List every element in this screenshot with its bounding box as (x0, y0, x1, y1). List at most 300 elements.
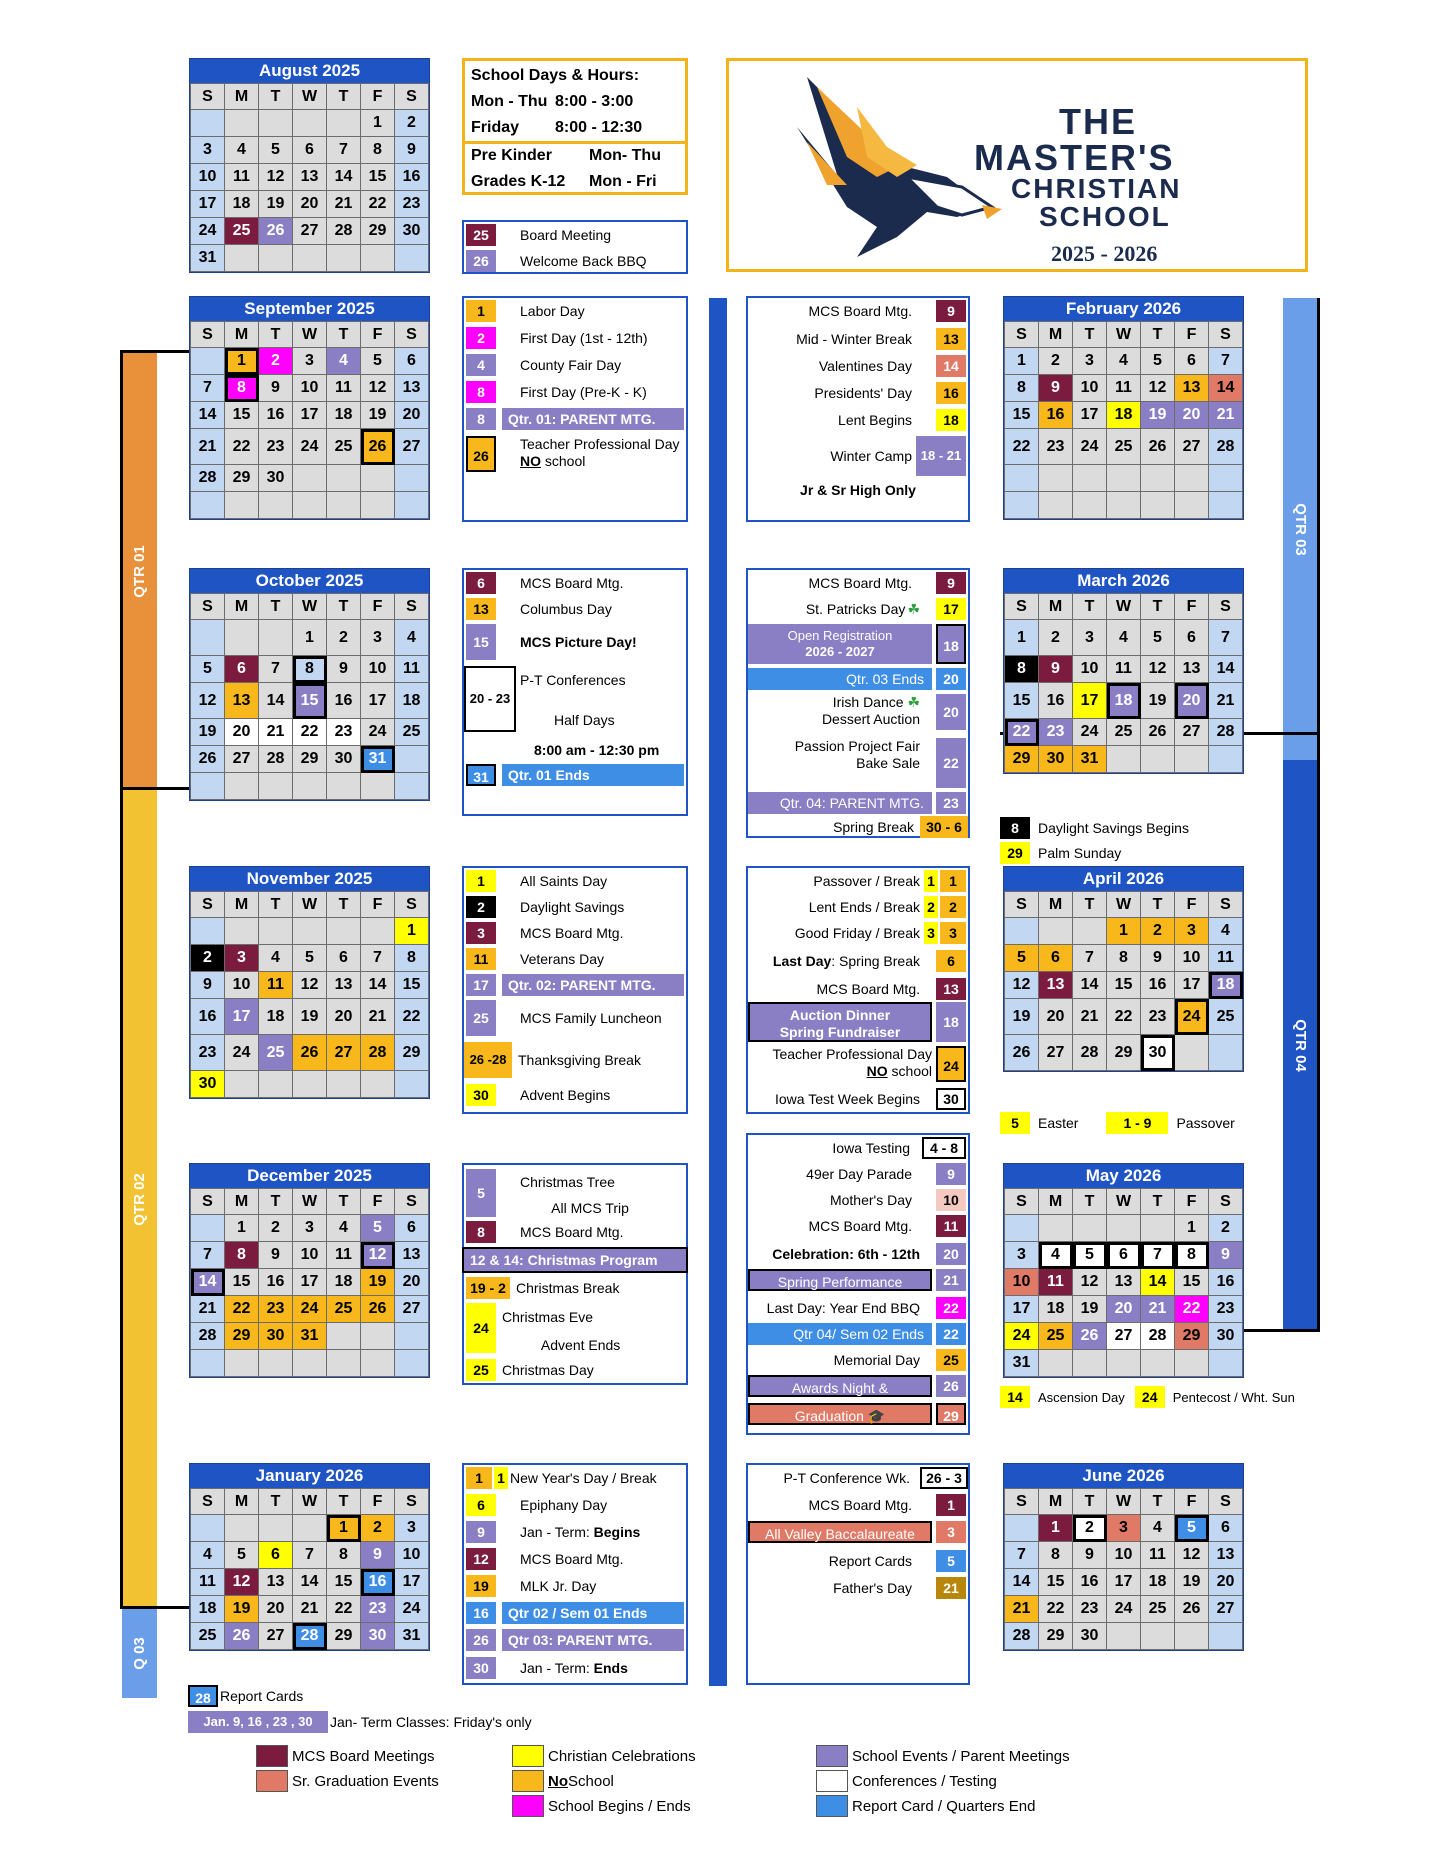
day-cell: 29 (1107, 1035, 1141, 1071)
day-cell: 19 (191, 719, 225, 746)
day-cell: 6 (327, 945, 361, 972)
weekday-header: M (225, 322, 259, 348)
day-cell: 24 (293, 1296, 327, 1323)
day-cell: 3 (1073, 620, 1107, 656)
empty-cell (191, 1350, 225, 1377)
day-cell: 8 (1039, 1542, 1073, 1569)
event-tag: 18 (936, 624, 966, 664)
day-cell: 24 (293, 429, 327, 465)
day-cell: 5 (361, 1215, 395, 1242)
day-cell: 7 (259, 656, 293, 683)
day-cell: 15 (361, 164, 395, 191)
weekday-header: M (225, 84, 259, 110)
day-cell: 12 (1073, 1269, 1107, 1296)
empty-cell (361, 1323, 395, 1350)
day-cell: 18 (327, 402, 361, 429)
day-cell: 16 (259, 1269, 293, 1296)
day-cell: 3 (293, 1215, 327, 1242)
event-tag: 15 (466, 624, 496, 660)
event-label: First Day (1st - 12th) (520, 330, 648, 346)
event-tag-2: 1 (940, 870, 966, 892)
event-label: Mid - Winter Break (796, 331, 912, 347)
day-cell: 30 (361, 1623, 395, 1650)
event-tag: 20 (936, 1243, 966, 1265)
dec-events (462, 1163, 688, 1385)
day-cell: 8 (1175, 1242, 1209, 1269)
day-cell: 28 (259, 746, 293, 773)
empty-cell (1141, 492, 1175, 519)
qtr03-bar: QTR 03 (1283, 298, 1318, 760)
day-cell: 20 (327, 999, 361, 1035)
event-tag: 9 (466, 1521, 496, 1543)
oct-events (462, 568, 688, 816)
event-tag: 14 (936, 355, 966, 377)
day-cell: 19 (361, 402, 395, 429)
day-cell: 17 (1175, 972, 1209, 999)
weekday-header: F (1175, 892, 1209, 918)
day-cell: 4 (1039, 1242, 1073, 1269)
event-label: County Fair Day (520, 357, 622, 373)
day-cell: 4 (1141, 1515, 1175, 1542)
day-cell: 3 (1107, 1515, 1141, 1542)
day-cell: 10 (1175, 945, 1209, 972)
weekday-header: T (1073, 1489, 1107, 1515)
day-cell: 24 (1073, 719, 1107, 746)
day-cell: 18 (1209, 972, 1243, 999)
event-tag: 17 (936, 598, 966, 620)
day-cell: 16 (1141, 972, 1175, 999)
hours-title: School Days & Hours: (471, 67, 640, 84)
day-cell: 20 (395, 402, 429, 429)
day-cell: 27 (225, 746, 259, 773)
event-tag: 29 (936, 1403, 966, 1425)
event-tag: 20 - 23 (464, 666, 516, 732)
day-cell: 20 (1175, 402, 1209, 429)
day-cell: 1 (327, 1515, 361, 1542)
day-cell: 7 (1209, 620, 1243, 656)
hours-box (462, 58, 688, 195)
day-cell: 16 (259, 402, 293, 429)
day-cell: 24 (1175, 999, 1209, 1035)
graduation-cap-icon: 🎓 (867, 1408, 886, 1424)
calendar-oct (189, 568, 430, 801)
empty-cell (1073, 1350, 1107, 1377)
empty-cell (225, 1071, 259, 1098)
day-cell: 30 (395, 218, 429, 245)
weekday-header: S (1209, 1489, 1243, 1515)
weekday-header: T (327, 1189, 361, 1215)
weekday-header: T (1073, 1189, 1107, 1215)
event-label: Welcome Back BBQ (520, 253, 647, 269)
day-cell: 6 (293, 137, 327, 164)
day-cell: 23 (361, 1596, 395, 1623)
weekday-header: T (259, 594, 293, 620)
logo-panel (726, 58, 1308, 272)
empty-cell (1107, 1350, 1141, 1377)
divider-bar (709, 298, 727, 1686)
day-cell: 6 (1175, 620, 1209, 656)
day-cell: 9 (361, 1542, 395, 1569)
jan-events (462, 1463, 688, 1685)
day-cell: 17 (293, 1269, 327, 1296)
day-cell: 1 (395, 918, 429, 945)
day-cell: 22 (225, 1296, 259, 1323)
day-cell: 29 (327, 1623, 361, 1650)
day-cell: 8 (1005, 656, 1039, 683)
month-title: December 2025 (190, 1164, 429, 1188)
day-cell: 20 (225, 719, 259, 746)
empty-cell (1005, 465, 1039, 492)
event-label: Board Meeting (520, 227, 612, 243)
event-tag: 18 (936, 409, 966, 431)
empty-cell (395, 1350, 429, 1377)
day-cell: 17 (225, 999, 259, 1035)
day-cell: 23 (1209, 1296, 1243, 1323)
day-cell: 5 (225, 1542, 259, 1569)
day-cell: 16 (361, 1569, 395, 1596)
shamrock-icon: ☘ (907, 694, 920, 710)
day-cell: 7 (191, 375, 225, 402)
event-label-2: Dessert Auction (821, 711, 920, 727)
day-cell: 21 (191, 429, 225, 465)
weekday-header: M (225, 892, 259, 918)
legend-grad: Sr. Graduation Events (256, 1770, 439, 1792)
day-cell: 16 (1039, 683, 1073, 719)
event-label: Lent Ends / Break (808, 899, 920, 915)
day-cell: 26 (361, 429, 395, 465)
weekday-header: F (1175, 322, 1209, 348)
month-title: October 2025 (190, 569, 429, 593)
day-cell: 19 (361, 1269, 395, 1296)
legend-begin: School Begins / Ends (512, 1795, 691, 1817)
day-cell: 17 (293, 402, 327, 429)
weekday-header: S (191, 594, 225, 620)
event-label: P-T Conference Wk. (783, 1470, 910, 1486)
event-label: Qtr. 02: PARENT MTG. (502, 974, 684, 996)
event-label: Last Day: Year End BBQ (766, 1300, 920, 1316)
event-tag: 30 (466, 1657, 496, 1679)
weekday-header: W (293, 84, 327, 110)
event-label-bold: NO (520, 453, 541, 469)
day-cell: 22 (1175, 1296, 1209, 1323)
event-tag: 3 (466, 922, 496, 944)
day-cell: 10 (293, 375, 327, 402)
month-title: June 2026 (1004, 1464, 1243, 1488)
weekday-header: T (259, 1489, 293, 1515)
school-year: 2025 - 2026 (1051, 241, 1158, 266)
logo-title-4: SCHOOL (1039, 201, 1171, 232)
calendar-jan (189, 1463, 430, 1651)
event-label: Christmas Eve (502, 1309, 594, 1325)
empty-cell (1107, 492, 1141, 519)
weekday-header: W (1107, 1489, 1141, 1515)
day-cell: 21 (1209, 402, 1243, 429)
event-tag: 6 (466, 572, 496, 594)
day-cell: 27 (293, 218, 327, 245)
day-cell: 12 (361, 375, 395, 402)
day-cell: 14 (191, 1269, 225, 1296)
day-cell: 1 (1175, 1215, 1209, 1242)
day-cell: 28 (191, 465, 225, 492)
event-label: Labor Day (520, 303, 585, 319)
event-label: New Year's Day / Break (510, 1470, 657, 1486)
weekday-header: S (1209, 322, 1243, 348)
day-cell: 20 (1107, 1296, 1141, 1323)
empty-cell (395, 746, 429, 773)
event-label: Passion Project Fair (794, 738, 920, 754)
event-label: All Saints Day (520, 873, 608, 889)
empty-cell (191, 1515, 225, 1542)
note-label: Passover (1176, 1115, 1235, 1131)
empty-cell (1107, 465, 1141, 492)
day-cell: 8 (327, 1542, 361, 1569)
event-label: P-T Conferences (520, 672, 626, 688)
weekday-header: T (1141, 1489, 1175, 1515)
weekday-header: T (327, 322, 361, 348)
day-cell: 7 (1209, 348, 1243, 375)
weekday-header: T (1141, 892, 1175, 918)
day-cell: 11 (395, 656, 429, 683)
note-label: Palm Sunday (1038, 845, 1122, 861)
empty-cell (293, 1515, 327, 1542)
day-cell: 30 (1039, 746, 1073, 773)
day-cell: 5 (1141, 620, 1175, 656)
may-notes (1000, 1386, 1310, 1410)
event-tag: 16 (936, 382, 966, 404)
day-cell: 29 (361, 218, 395, 245)
day-cell: 20 (1175, 683, 1209, 719)
event-label: Qtr 04/ Sem 02 Ends (748, 1323, 932, 1345)
day-cell: 5 (361, 348, 395, 375)
day-cell: 25 (1107, 719, 1141, 746)
event-tag: 26 (466, 1629, 496, 1651)
day-cell: 9 (1039, 656, 1073, 683)
day-cell: 10 (293, 1242, 327, 1269)
note-tag: 5 (1000, 1112, 1030, 1134)
weekday-header: T (259, 84, 293, 110)
legend-board: MCS Board Meetings (256, 1745, 435, 1767)
day-cell: 15 (293, 683, 327, 719)
day-cell: 12 (225, 1569, 259, 1596)
empty-cell (1073, 1215, 1107, 1242)
weekday-header: S (1005, 892, 1039, 918)
event-label: Qtr. 03 Ends (748, 668, 932, 690)
event-label: MCS Board Mtg. (520, 925, 624, 941)
event-tag-2: 2 (940, 896, 966, 918)
day-cell: 28 (1209, 719, 1243, 746)
day-cell: 31 (395, 1623, 429, 1650)
event-tag: 1 (466, 1467, 492, 1489)
qtr03-short-bar: Q 03 (122, 1608, 157, 1698)
day-cell: 10 (1005, 1269, 1039, 1296)
event-label: Jan - Term: (520, 1660, 594, 1676)
day-cell: 19 (1141, 402, 1175, 429)
empty-cell (1141, 746, 1175, 773)
day-cell: 28 (293, 1623, 327, 1650)
empty-cell (1039, 1350, 1073, 1377)
event-tag: 18 - 21 (916, 436, 966, 476)
hours-line3-value: Mon- Thu (589, 147, 661, 164)
empty-cell (191, 1215, 225, 1242)
weekday-header: S (395, 322, 429, 348)
empty-cell (1005, 918, 1039, 945)
note-label: Ascension Day (1038, 1389, 1125, 1405)
note-label: Easter (1038, 1115, 1079, 1131)
event-label: MCS Board Mtg. (816, 981, 920, 997)
qtr02-bar: QTR 02 (122, 790, 157, 1608)
empty-cell (1039, 492, 1073, 519)
event-label: Thanksgiving Break (518, 1052, 641, 1068)
event-label: Jr & Sr High Only (800, 482, 916, 498)
event-label: Iowa Testing (832, 1140, 910, 1156)
event-label: Christmas Day (502, 1362, 594, 1378)
day-cell: 20 (1209, 1569, 1243, 1596)
logo-title-1: THE (1059, 101, 1137, 142)
day-cell: 19 (293, 999, 327, 1035)
day-cell: 5 (1005, 945, 1039, 972)
day-cell: 2 (361, 1515, 395, 1542)
event-tag: 2 (924, 896, 938, 918)
day-cell: 5 (293, 945, 327, 972)
empty-cell (1039, 1215, 1073, 1242)
day-cell: 30 (327, 746, 361, 773)
event-label: 49er Day Parade (806, 1166, 912, 1182)
event-label: Teacher Professional Day (772, 1046, 932, 1062)
day-cell: 19 (1141, 683, 1175, 719)
day-cell: 17 (361, 683, 395, 719)
weekday-header: S (191, 1189, 225, 1215)
empty-cell (191, 492, 225, 519)
day-cell: 6 (395, 348, 429, 375)
day-cell: 13 (1175, 656, 1209, 683)
weekday-header: F (361, 1489, 395, 1515)
day-cell: 28 (191, 1323, 225, 1350)
event-label: Lent Begins (838, 412, 912, 428)
day-cell: 22 (225, 429, 259, 465)
day-cell: 25 (1107, 429, 1141, 465)
day-cell: 22 (1005, 429, 1039, 465)
event-tag: 11 (466, 948, 496, 970)
apr-events (746, 866, 970, 1114)
empty-cell (191, 620, 225, 656)
day-cell: 26 (191, 746, 225, 773)
event-tag: 22 (936, 1297, 966, 1319)
weekday-header: S (191, 322, 225, 348)
event-label: MCS Board Mtg. (808, 1497, 912, 1513)
weekday-header: M (225, 1189, 259, 1215)
empty-cell (1175, 1035, 1209, 1071)
day-cell: 23 (259, 429, 293, 465)
day-cell: 31 (361, 746, 395, 773)
day-cell: 5 (1141, 348, 1175, 375)
day-cell: 31 (191, 245, 225, 272)
empty-cell (1209, 1035, 1243, 1071)
day-cell: 5 (1073, 1242, 1107, 1269)
day-cell: 16 (191, 999, 225, 1035)
day-cell: 16 (395, 164, 429, 191)
day-cell: 11 (1107, 656, 1141, 683)
day-cell: 12 (1141, 375, 1175, 402)
empty-cell (327, 1323, 361, 1350)
weekday-header: S (191, 892, 225, 918)
event-tag: 19 - 2 (466, 1277, 510, 1299)
day-cell: 25 (327, 429, 361, 465)
hours-line2-value: 8:00 - 12:30 (555, 119, 643, 136)
day-cell: 14 (1209, 375, 1243, 402)
event-label: Veterans Day (520, 951, 605, 967)
event-label: 12 & 14: Christmas Program (462, 1247, 688, 1273)
weekday-header: M (1039, 1489, 1073, 1515)
mar-events (746, 568, 970, 838)
weekday-header: T (327, 1489, 361, 1515)
empty-cell (395, 773, 429, 800)
day-cell: 2 (1039, 348, 1073, 375)
month-title: January 2026 (190, 1464, 429, 1488)
event-tag: 31 (466, 764, 496, 786)
event-tag: 9 (936, 1163, 966, 1185)
empty-cell (361, 1071, 395, 1098)
day-cell: 18 (1107, 402, 1141, 429)
day-cell: 21 (1209, 683, 1243, 719)
day-cell: 26 (259, 218, 293, 245)
day-cell: 20 (259, 1596, 293, 1623)
nov-events (462, 866, 688, 1114)
legend-events: School Events / Parent Meetings (816, 1745, 1070, 1767)
event-tag: 20 (936, 668, 966, 690)
day-cell: 14 (361, 972, 395, 999)
day-cell: 27 (395, 429, 429, 465)
event-tag: 13 (936, 328, 966, 350)
weekday-header: S (1209, 1189, 1243, 1215)
day-cell: 25 (225, 218, 259, 245)
day-cell: 26 (1141, 429, 1175, 465)
day-cell: 7 (293, 1542, 327, 1569)
day-cell: 25 (395, 719, 429, 746)
day-cell: 28 (1209, 429, 1243, 465)
day-cell: 9 (1209, 1242, 1243, 1269)
empty-cell (1209, 746, 1243, 773)
day-cell: 8 (395, 945, 429, 972)
day-cell: 3 (1175, 918, 1209, 945)
day-cell: 22 (395, 999, 429, 1035)
event-tag: 23 (936, 792, 966, 814)
day-cell: 13 (293, 164, 327, 191)
day-cell: 27 (1175, 719, 1209, 746)
event-label: Good Friday / Break (794, 925, 920, 941)
empty-cell (395, 492, 429, 519)
day-cell: 7 (327, 137, 361, 164)
day-cell: 21 (1005, 1596, 1039, 1623)
weekday-header: S (395, 594, 429, 620)
day-cell: 2 (395, 110, 429, 137)
day-cell: 13 (327, 972, 361, 999)
empty-cell (1175, 492, 1209, 519)
day-cell: 26 (1141, 719, 1175, 746)
day-cell: 15 (1175, 1269, 1209, 1296)
day-cell: 29 (1005, 746, 1039, 773)
event-tag: 1 (466, 300, 496, 322)
event-label: St. Patricks Day (805, 601, 906, 617)
qtr-line-mar-v (1317, 298, 1320, 1332)
empty-cell (395, 465, 429, 492)
day-cell: 10 (191, 164, 225, 191)
empty-cell (1107, 746, 1141, 773)
day-cell: 8 (225, 1242, 259, 1269)
event-label: MCS Board Mtg. (520, 1224, 624, 1240)
day-cell: 24 (225, 1035, 259, 1071)
calendar-apr (1003, 866, 1244, 1072)
day-cell: 31 (1073, 746, 1107, 773)
